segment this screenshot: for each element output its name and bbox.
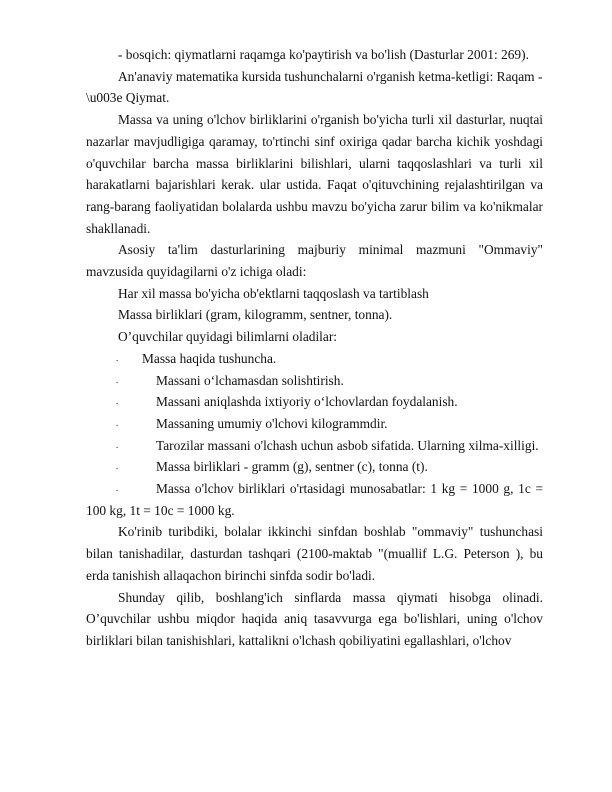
list-item bbox=[86, 456, 543, 478]
paragraph-compare: Har xil massa bo'yicha ob'ektlarni taqqoslash va tartiblash bbox=[118, 285, 429, 301]
list-item-text: Massa o'lchov birliklari o'rtasidagi munosabatlar: 1 kg = 1000 g, 1c = 100 kg, 1t = 10c = 1000 kg. bbox=[86, 481, 543, 518]
bullet-mark: . bbox=[116, 439, 119, 450]
list-item-text: Massa haqida tushuncha. bbox=[142, 350, 277, 366]
list-item-text: Massa birliklari - gramm (g), sentner (c), tonna (t). bbox=[156, 459, 428, 475]
list-item bbox=[86, 391, 543, 413]
document-page bbox=[86, 44, 543, 652]
paragraph-units-list: Massa birliklari (gram, kilogramm, sentner, tonna). bbox=[118, 307, 393, 323]
bullet-mark: . bbox=[116, 352, 119, 363]
paragraph-curriculum: Asosiy ta'lim dasturlarining majburiy minimal mazmuni "Ommaviy" mavzusida quyidagilarni o'z ichiga oladi: bbox=[86, 242, 543, 280]
paragraph-introduction-grade: Ko'rinib turibdiki, bolalar ikkinchi sinfdan boshlab "ommaviy" tushunchasi bilan tanishadilar, dasturdan tashqari (2100-maktab "(muallif L.G. Peterson ), bu erda tanishish allaqachon birinchi sinfda sodir bo'ladi. bbox=[86, 524, 543, 583]
list-item bbox=[86, 478, 543, 521]
bullet-mark: . bbox=[116, 396, 119, 407]
list-item-text: Massani aniqlashda ixtiyoriy o‘lchovlardan foydalanish. bbox=[156, 394, 458, 410]
list-item bbox=[86, 370, 543, 392]
bullet-mark: . bbox=[116, 483, 119, 494]
list-item-text: Tarozilar massani o'lchash uchun asbob sifatida. Ularning xilma-xilligi. bbox=[156, 437, 539, 453]
paragraph-conclusion: Shunday qilib, boshlang'ich sinflarda massa qiymati hisobga olinadi. O’quvchilar ushbu miqdor haqida aniq tasavvurga ega bo'lishlari, uning o'lchov birliklari bilan tanishishlari, kattalikni o'lchash qobiliyatini egallashlari, o'lchov bbox=[86, 589, 543, 648]
list-item-text: Massaning umumiy o'lchovi kilogrammdir. bbox=[156, 415, 388, 431]
list-item bbox=[86, 348, 543, 370]
paragraph-students-learn: O’quvchilar quyidagi bilimlarni oladilar: bbox=[118, 329, 338, 345]
bullet-mark: . bbox=[116, 461, 119, 472]
list-item-text: Massani o‘lchamasdan solishtirish. bbox=[156, 372, 344, 388]
list-item bbox=[86, 435, 543, 457]
list-item bbox=[86, 413, 543, 435]
bullet-mark: . bbox=[116, 374, 119, 385]
paragraph-mass-units: Massa va uning o'lchov birliklarini o'rganish bo'yicha turli xil dasturlar, nuqtai nazarlar mavjudligiga qaramay, to'rtinchi sinf oxiriga qadar barcha kichik yoshdagi o'quvchilar barcha massa birliklarini bilishlari, ularni taqqoslashlari va turli xil harakatlarni bajarishlari kerak. ular ustida. Faqat o'qituvchining rejalashtirilgan va rang-barang faoliyatidan bolalarda ushbu mavzu bo'yicha zarur bilim va ko'nikmalar shakllanadi. bbox=[86, 112, 543, 236]
bullet-mark: . bbox=[116, 417, 119, 428]
paragraph-sequence: An'anaviy matematika kursida tushunchalarni o'rganish ketma-ketligi: Raqam -\u003e Qiymat. bbox=[86, 68, 543, 106]
paragraph-stage: - bosqich: qiymatlarni raqamga ko'paytirish va bo'lish (Dasturlar 2001: 269). bbox=[118, 47, 529, 62]
